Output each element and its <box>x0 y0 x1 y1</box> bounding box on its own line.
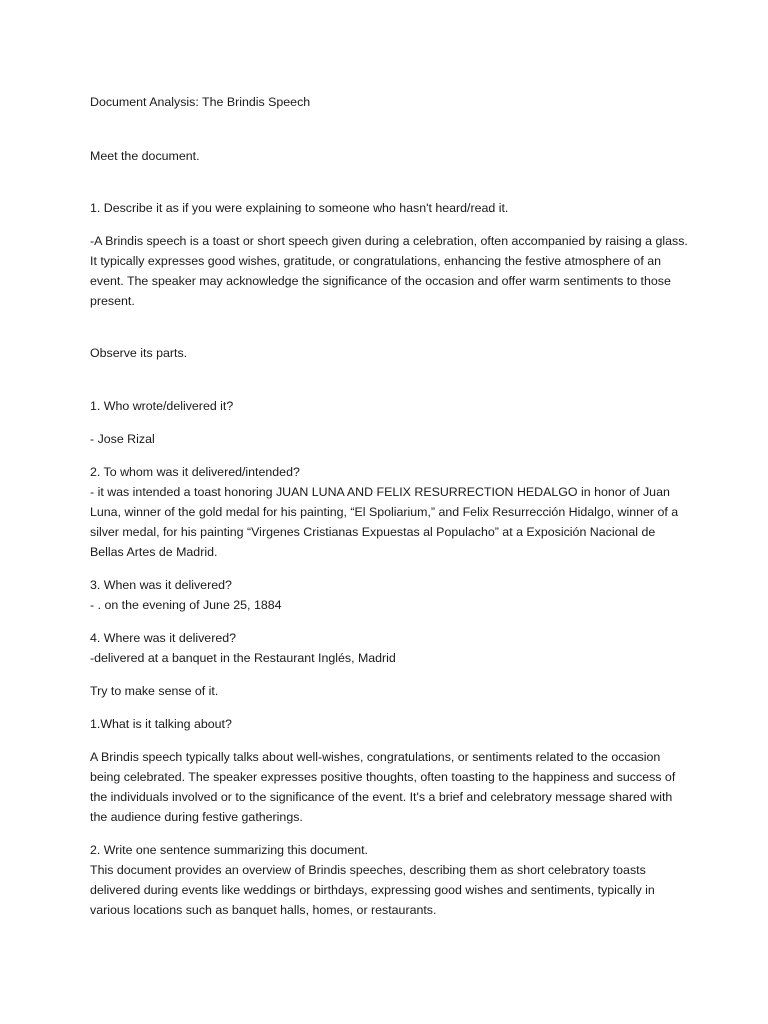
meet-heading: Meet the document. <box>90 149 200 163</box>
answer-summary: This document provides an overview of Brindis speeches, describing them as short celebratory toasts delivered during events like weddings or birthdays, expressing good wishes and sentiments, typically in various locations such as banquet halls, homes, or restaurants. <box>90 863 655 917</box>
document-title: Document Analysis: The Brindis Speech <box>90 95 311 109</box>
question-about: 1.What is it talking about? <box>90 717 232 731</box>
answer-who: - Jose Rizal <box>90 432 155 446</box>
question-where: 4. Where was it delivered? <box>90 631 237 645</box>
sense-heading: Try to make sense of it. <box>90 684 219 698</box>
answer-whom: - it was intended a toast honoring JUAN LUNA AND FELIX RESURRECTION HEDALGO in honor of Juan Luna, winner of the gold medal for his painting, “El Spoliarium,” and Felix Resurrección Hidalgo, winner of a silver medal, for his painting “Virgenes Cristianas Expuestas al Populacho” at a Exposición Nacional de Bellas Artes de Madrid. <box>90 485 679 559</box>
question-describe: 1. Describe it as if you were explaining to someone who hasn't heard/read it. <box>90 201 509 215</box>
answer-where: -delivered at a banquet in the Restaurant Inglés, Madrid <box>90 651 396 665</box>
document-body <box>90 92 690 920</box>
observe-heading: Observe its parts. <box>90 346 188 360</box>
answer-about: A Brindis speech typically talks about well-wishes, congratulations, or sentiments related to the occasion being celebrated. The speaker expresses positive thoughts, often toasting to the happiness and success of the individuals involved or to the significance of the event. It's a brief and celebratory message shared with the audience during festive gatherings. <box>90 750 676 824</box>
question-who: 1. Who wrote/delivered it? <box>90 399 234 413</box>
question-summary: 2. Write one sentence summarizing this document. <box>90 843 369 857</box>
answer-when: - . on the evening of June 25, 1884 <box>90 598 282 612</box>
question-when: 3. When was it delivered? <box>90 578 232 592</box>
question-whom: 2. To whom was it delivered/intended? <box>90 465 300 479</box>
answer-describe: -A Brindis speech is a toast or short speech given during a celebration, often accompanied by raising a glass. It typically expresses good wishes, gratitude, or congratulations, enhancing the festive atmosphere of an event. The speaker may acknowledge the significance of the occasion and offer warm sentiments to those present. <box>90 234 688 308</box>
